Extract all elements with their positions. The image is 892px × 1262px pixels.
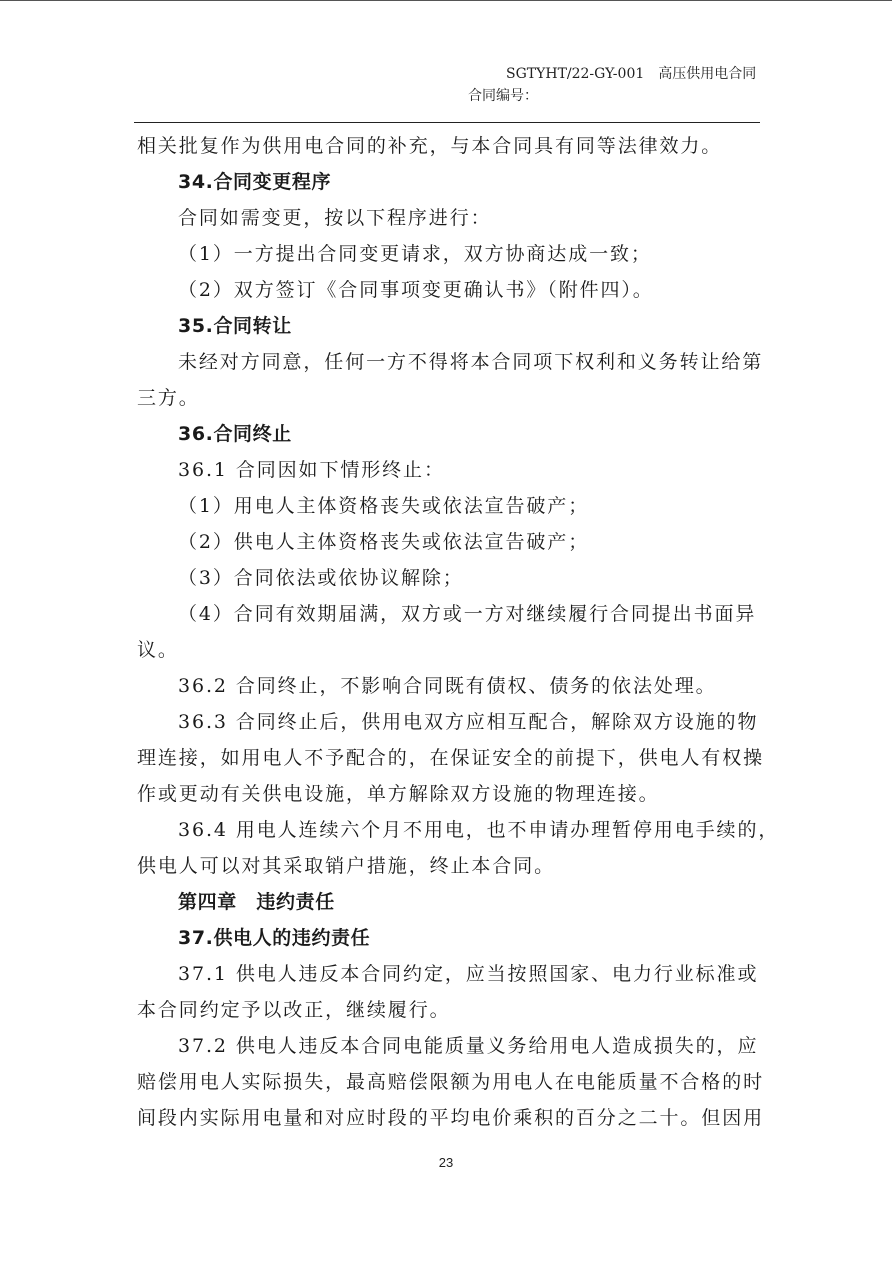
body-line: （4）合同有效期届满，双方或一方对继续履行合同提出书面异	[178, 603, 757, 625]
header-line-2	[468, 85, 718, 107]
section-heading: 37.供电人的违约责任	[178, 927, 371, 949]
body-line: 议。	[137, 639, 179, 661]
document-body	[137, 128, 780, 1136]
body-line: （1）用电人主体资格丧失或依法宣告破产；	[178, 495, 590, 517]
body-line: 37.2 供电人违反本合同电能质量义务给用电人造成损失的，应	[178, 1035, 759, 1057]
body-line: 36.3 合同终止后，供用电双方应相互配合，解除双方设施的物	[178, 711, 759, 733]
document-code: SGTYHT/22-GY-001	[506, 66, 645, 82]
document-title: 高压供用电合同	[658, 66, 757, 82]
body-line: 理连接，如用电人不予配合的，在保证安全的前提下，供电人有权操	[137, 747, 765, 769]
body-line: （2）供电人主体资格丧失或依法宣告破产；	[178, 531, 590, 553]
body-line: 间段内实际用电量和对应时段的平均电价乘积的百分之二十。但因用	[137, 1107, 765, 1129]
page-top-border	[0, 0, 892, 1]
section-heading: 34.合同变更程序	[178, 171, 332, 193]
body-line: 供电人可以对其采取销户措施，终止本合同。	[137, 855, 556, 877]
body-line: 36.2 合同终止，不影响合同既有债权、债务的依法处理。	[178, 675, 717, 697]
body-line: 本合同约定予以改正，继续履行。	[137, 999, 451, 1021]
body-line: 作或更动有关供电设施，单方解除双方设施的物理连接。	[137, 783, 660, 805]
page-number: 23	[438, 1155, 454, 1170]
body-line: 相关批复作为供用电合同的补充，与本合同具有同等法律效力。	[137, 135, 723, 157]
body-line: 37.1 供电人违反本合同约定，应当按照国家、电力行业标准或	[178, 963, 759, 985]
section-heading: 35.合同转让	[178, 315, 292, 337]
body-line: （3）合同依法或依协议解除；	[178, 567, 464, 589]
header-line-1	[506, 63, 756, 85]
body-line: 合同如需变更，按以下程序进行：	[178, 207, 492, 229]
body-line: 36.4 用电人连续六个月不用电，也不申请办理暂停用电手续的，	[178, 819, 780, 841]
body-line: 未经对方同意，任何一方不得将本合同项下权利和义务转让给第	[178, 351, 764, 373]
body-line: （2）双方签订《合同事项变更确认书》（附件四）。	[178, 279, 654, 301]
header-divider	[134, 122, 760, 123]
contract-number-label: 合同编号：	[468, 88, 538, 104]
body-line: 36.1 合同因如下情形终止：	[178, 459, 445, 481]
section-heading: 第四章 违约责任	[178, 891, 335, 913]
body-line: （1）一方提出合同变更请求，双方协商达成一致；	[178, 243, 652, 265]
body-line: 赔偿用电人实际损失，最高赔偿限额为用电人在电能质量不合格的时	[137, 1071, 765, 1093]
body-line: 三方。	[137, 387, 200, 409]
section-heading: 36.合同终止	[178, 423, 292, 445]
page-header	[468, 63, 757, 107]
